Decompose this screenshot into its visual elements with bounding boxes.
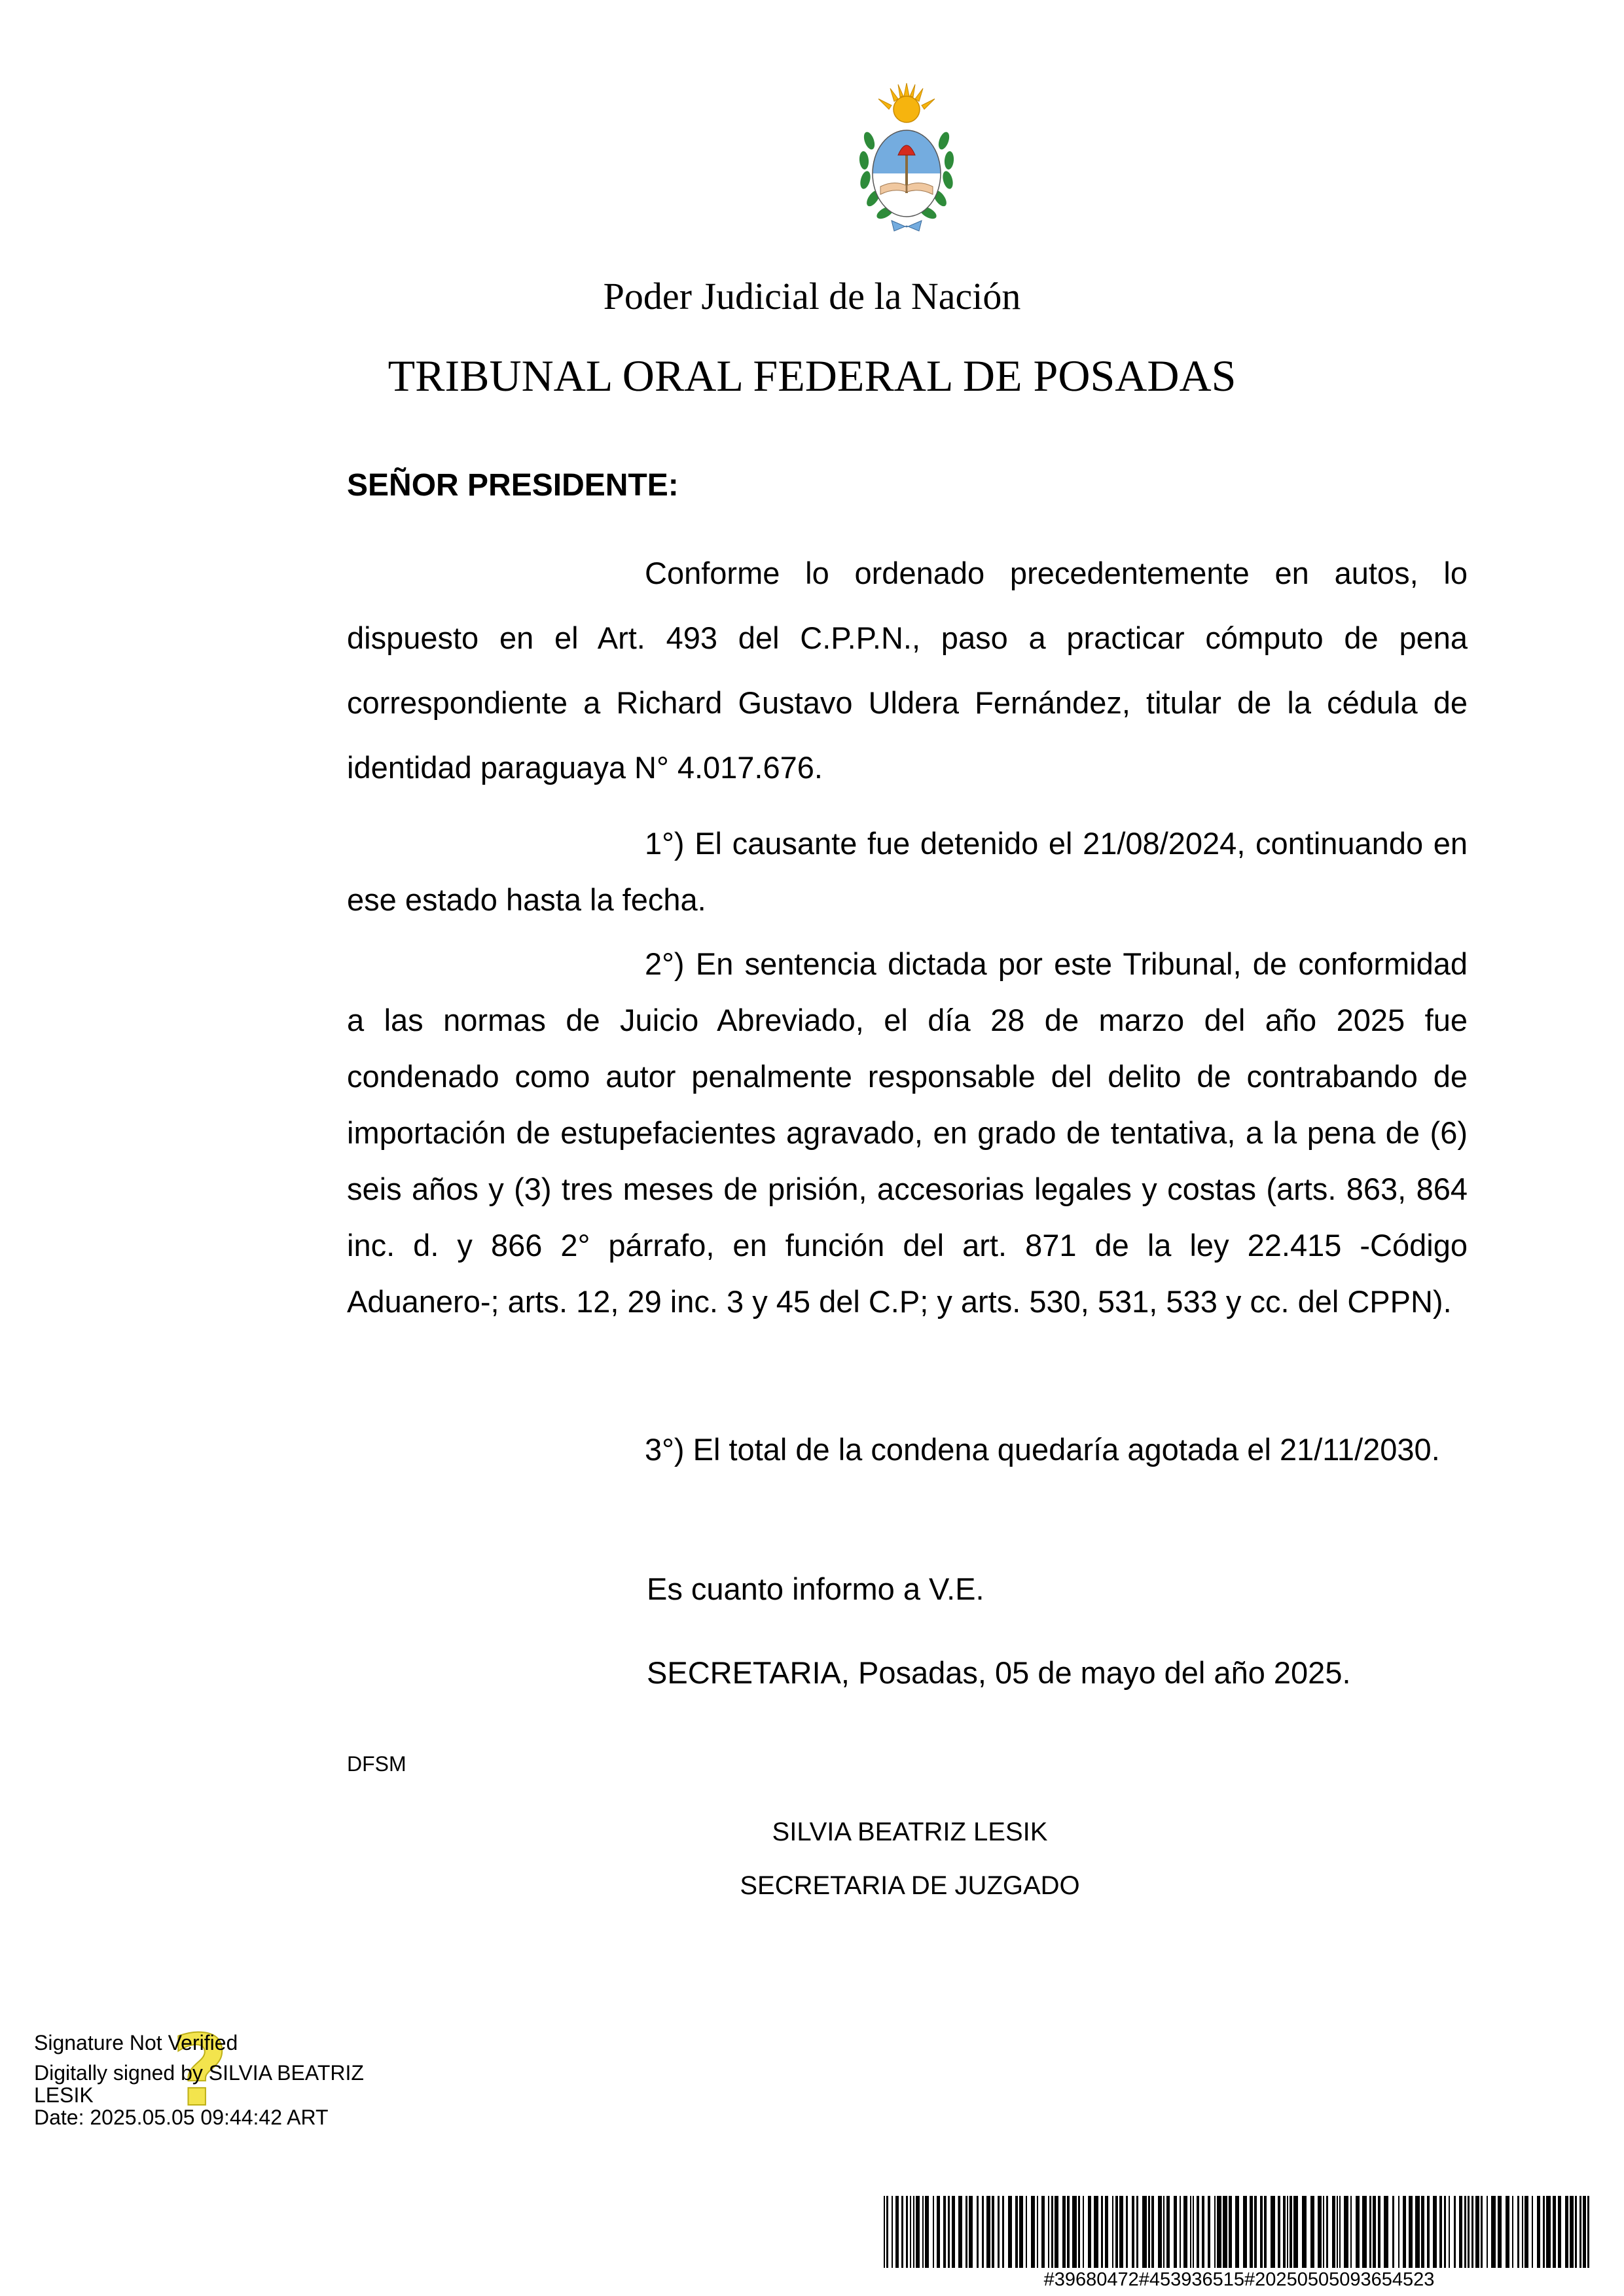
institution-name: Poder Judicial de la Nación	[603, 275, 1021, 317]
closing-line: Es cuanto informo a V.E.	[647, 1571, 984, 1606]
barcode-text: #39680472#453936515#20250505093654523	[1043, 2269, 1435, 2290]
salutation: SEÑOR PRESIDENTE:	[347, 468, 679, 503]
signatory-role: SECRETARIA DE JUZGADO	[740, 1871, 1080, 1900]
item-1-paragraph: 1°) El causante fue detenido el 21/08/2024, continuando en ese estado hasta la fecha.	[347, 826, 1468, 917]
signatory-name: SILVIA BEATRIZ LESIK	[772, 1818, 1048, 1846]
signature-signed-by-cont: LESIK	[34, 2083, 94, 2107]
place-date-line: SECRETARIA, Posadas, 05 de mayo del año 2025.	[647, 1655, 1351, 1690]
typist-initials: DFSM	[347, 1752, 406, 1776]
item-2-paragraph: 2°) En sentencia dictada por este Tribunal, de conformidad a las normas de Juicio Abreviado, el día 28 de marzo del año 2025 fue condenado como autor penalmente responsable del delito de contrabando de importación de estupefacientes agravado, en grado de tentativa, a la pena de (6) seis años y (3) tres meses de prisión, accesorias legales y costas (arts. 863, 864 inc. d. y 866 2° párrafo, en función del art. 871 de la ley 22.415 -Código Aduanero-; arts. 12, 29 inc. 3 y 45 del C.P; y arts. 530, 531, 533 y cc. del CPPN).	[347, 946, 1468, 1319]
coat-of-arms-emblem	[851, 82, 962, 239]
item-3-paragraph: 3°) El total de la condena quedaría agotada el 21/11/2030.	[645, 1432, 1440, 1467]
signature-date: Date: 2025.05.05 09:44:42 ART	[34, 2106, 329, 2129]
signature-status: Signature Not Verified	[34, 2031, 238, 2054]
document-barcode	[884, 2196, 1595, 2268]
question-mark-icon: ?	[171, 2015, 229, 2128]
court-name: TRIBUNAL ORAL FEDERAL DE POSADAS	[388, 351, 1236, 401]
signature-signed-by: Digitally signed by SILVIA BEATRIZ	[34, 2061, 364, 2085]
intro-paragraph: Conforme lo ordenado precedentemente en autos, lo dispuesto en el Art. 493 del C.P.P.N., paso a practicar cómputo de pena correspondiente a Richard Gustavo Uldera Fernández, titular de la cédula de identidad paraguaya N° 4.017.676.	[347, 556, 1468, 785]
